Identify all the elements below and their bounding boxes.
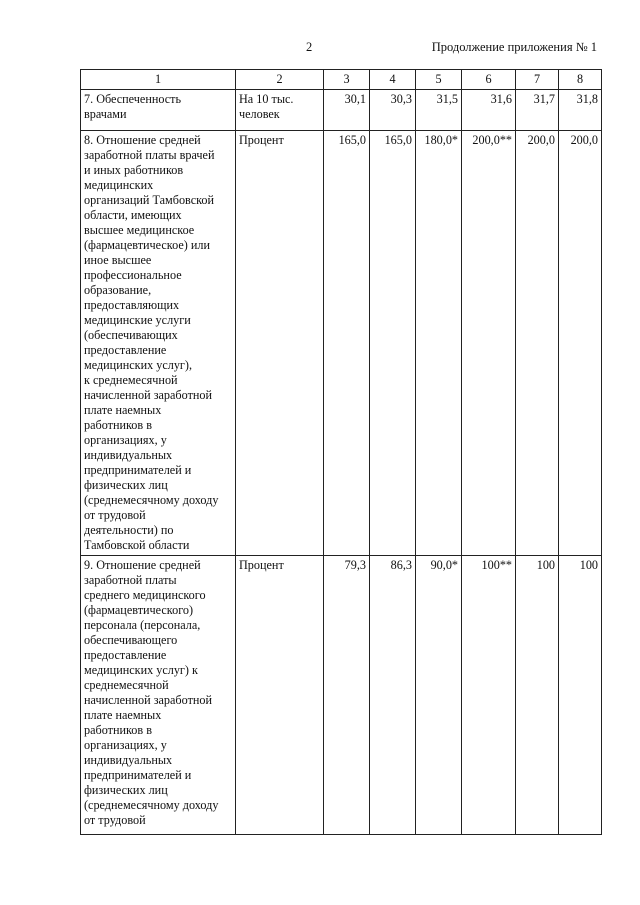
indicator-value: 79,3 <box>324 556 370 835</box>
indicator-value: 31,6 <box>462 90 516 131</box>
indicator-value: 30,1 <box>324 90 370 131</box>
column-header: 1 <box>81 70 236 90</box>
column-number-row <box>81 70 602 90</box>
indicators-table <box>80 69 602 835</box>
indicator-value: 30,3 <box>370 90 416 131</box>
column-header: 4 <box>370 70 416 90</box>
indicator-value: 31,5 <box>416 90 462 131</box>
indicator-value: 165,0 <box>324 131 370 556</box>
indicator-value: 31,7 <box>516 90 559 131</box>
unit-of-measure: Процент <box>236 556 324 835</box>
indicator-value: 200,0 <box>516 131 559 556</box>
column-header: 2 <box>236 70 324 90</box>
table-row <box>81 556 602 835</box>
indicator-value: 86,3 <box>370 556 416 835</box>
indicator-value: 90,0* <box>416 556 462 835</box>
indicator-value: 100 <box>516 556 559 835</box>
page-number: 2 <box>306 40 313 54</box>
indicator-name: 8. Отношение средней заработной платы врачей и иных работников медицинских организаций Тамбовской области, имеющих высшее медицинское (фармацевтическое) или иное высшее профессиональное образование, предоставляющих медицинские услуги (обеспечивающих предоставление медицинских услуг), к среднемесячной начисленной заработной плате наемных работников в организациях, у индивидуальных предпринимателей и физических лиц (среднемесячному доходу от трудовой деятельности) по Тамбовской области <box>81 131 236 556</box>
indicator-value: 31,8 <box>559 90 602 131</box>
indicator-value: 200,0 <box>559 131 602 556</box>
column-header: 7 <box>516 70 559 90</box>
indicator-value: 100** <box>462 556 516 835</box>
appendix-continuation-note: Продолжение приложения № 1 <box>431 40 597 54</box>
indicator-value: 200,0** <box>462 131 516 556</box>
indicator-value: 165,0 <box>370 131 416 556</box>
table-row <box>81 131 602 556</box>
unit-of-measure: Процент <box>236 131 324 556</box>
unit-of-measure: На 10 тыс. человек <box>236 90 324 131</box>
column-header: 6 <box>462 70 516 90</box>
column-header: 8 <box>559 70 602 90</box>
column-header: 5 <box>416 70 462 90</box>
column-header: 3 <box>324 70 370 90</box>
indicator-value: 100 <box>559 556 602 835</box>
indicator-name: 7. Обеспеченность врачами <box>81 90 236 131</box>
indicator-value: 180,0* <box>416 131 462 556</box>
table-row <box>81 90 602 131</box>
indicator-name: 9. Отношение средней заработной платы среднего медицинского (фармацевтического) персонала (персонала, обеспечивающего предоставление медицинских услуг) к среднемесячной начисленной заработной плате наемных работников в организациях, у индивидуальных предпринимателей и физических лиц (среднемесячному доходу от трудовой <box>81 556 236 835</box>
